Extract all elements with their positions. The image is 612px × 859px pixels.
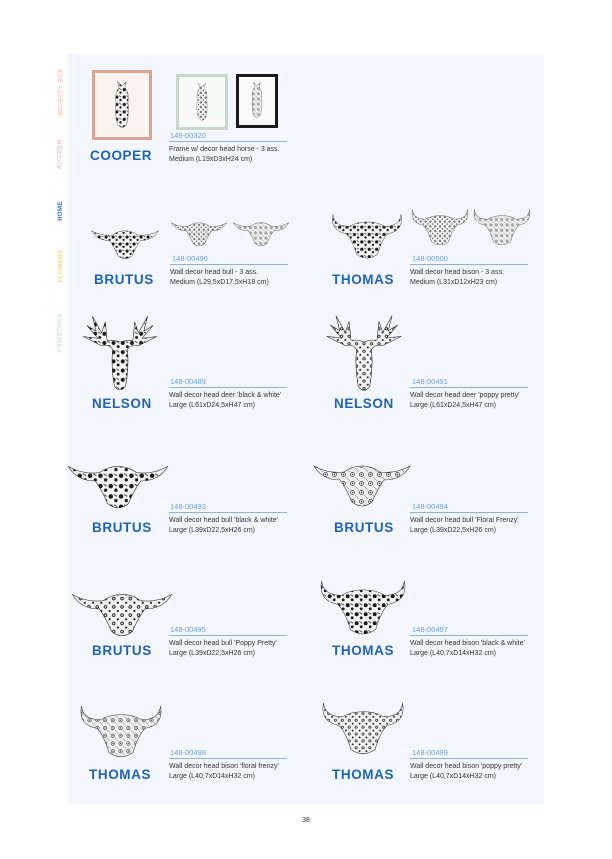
side-tab-christmas[interactable]: CHRISTMAS	[58, 313, 64, 353]
product-code: 148-00498	[170, 748, 206, 757]
product-size: Large (L39xD22,5xH26 cm)	[410, 527, 496, 534]
product-image-brutus-bull-medium-3	[232, 212, 290, 252]
product-image-cooper-frame-pink	[92, 70, 152, 140]
product-size: Large (L39xD22,5xH26 cm)	[169, 527, 255, 534]
product-name: COOPER	[90, 148, 153, 163]
product-image-cooper-frame-white	[176, 74, 228, 130]
product-name: THOMAS	[89, 767, 152, 782]
divider	[169, 635, 287, 636]
divider	[410, 264, 528, 265]
product-size: Medium (L19xD3xH24 cm)	[169, 156, 253, 163]
product-code: 148-00491	[412, 377, 448, 386]
product-name: THOMAS	[332, 643, 395, 658]
divider	[170, 264, 288, 265]
side-tab-home[interactable]: HOME	[58, 201, 65, 221]
product-name: THOMAS	[332, 767, 395, 782]
product-image-cooper-frame-black	[236, 74, 278, 128]
product-code: 148-00320	[170, 131, 206, 140]
divider	[410, 512, 528, 513]
product-description: Wall decor head deer 'poppy pretty'	[410, 392, 520, 399]
product-code: 148-00500	[412, 254, 448, 263]
product-size: Large (L40,7xD14xH32 cm)	[169, 773, 255, 780]
divider	[169, 141, 287, 142]
divider	[169, 512, 287, 513]
product-name: NELSON	[92, 396, 152, 411]
product-name: BRUTUS	[94, 272, 154, 287]
product-description: Wall decor head bull 'black & white'	[169, 517, 279, 524]
product-description: Wall decor head bison - 3 ass.	[410, 269, 504, 276]
side-tab-flowers[interactable]: FLOWERS	[58, 249, 64, 283]
page-number: 38	[302, 817, 310, 824]
product-description: Wall decor head bison 'poppy pretty'	[410, 763, 523, 770]
divider	[410, 758, 528, 759]
product-code: 148-00496	[172, 254, 208, 263]
product-size: Large (L61xD24,5xH47 cm)	[410, 402, 496, 409]
product-size: Large (L39xD22,5xH26 cm)	[169, 650, 255, 657]
divider	[169, 387, 287, 388]
product-description: Wall decor head deer 'black & white'	[169, 392, 282, 399]
catalog-panel	[68, 54, 544, 804]
product-image-brutus-bull-medium-2	[170, 212, 228, 252]
side-tab-kitchen[interactable]: KITCHEN	[58, 139, 64, 169]
product-image-brutus-black-white	[66, 452, 170, 514]
product-size: Medium (L31xD12xH23 cm)	[410, 279, 498, 286]
divider	[169, 758, 287, 759]
product-name: BRUTUS	[92, 643, 152, 658]
product-code: 148-00493	[170, 502, 206, 511]
product-description: Wall decor head bison 'black & white'	[410, 640, 525, 647]
product-image-thomas-bison-medium-2	[410, 204, 470, 250]
divider	[410, 387, 528, 388]
side-tab-novelty-box[interactable]: NOVELTY BOX	[58, 68, 65, 116]
product-image-brutus-bull-medium-1	[90, 218, 160, 266]
product-image-thomas-poppy	[320, 692, 406, 764]
product-name: BRUTUS	[334, 520, 394, 535]
product-size: Medium (L29,5xD17,5xH18 cm)	[170, 279, 269, 286]
product-code: 148-00494	[412, 502, 448, 511]
product-name: THOMAS	[332, 272, 395, 287]
product-description: Wall decor head bull 'Poppy Pretty'	[169, 640, 277, 647]
product-code: 148-00489	[170, 377, 206, 386]
product-image-thomas-floral	[78, 698, 164, 764]
product-image-nelson-deer-black-white	[74, 312, 166, 396]
product-size: Large (L61xD24,5xH47 cm)	[169, 402, 255, 409]
product-image-thomas-black-white	[318, 572, 408, 642]
product-name: NELSON	[334, 396, 394, 411]
product-code: 148-00499	[412, 748, 448, 757]
product-image-thomas-bison-medium-1	[330, 208, 404, 264]
product-description: Wall decor head bull 'Floral Frenzy'	[410, 517, 519, 524]
product-description: Wall decor head bison 'floral frenzy'	[169, 763, 279, 770]
product-size: Large (L40,7xD14xH32 cm)	[410, 650, 496, 657]
product-description: Wall decor head bull - 3 ass.	[170, 269, 259, 276]
product-code: 148-00495	[170, 625, 206, 634]
product-size: Large (L40,7xD14xH32 cm)	[410, 773, 496, 780]
divider	[410, 635, 528, 636]
product-image-brutus-poppy	[70, 580, 174, 642]
product-code: 148-00497	[412, 625, 448, 634]
product-image-nelson-deer-poppy	[316, 312, 412, 396]
product-image-brutus-floral	[312, 452, 412, 512]
product-image-thomas-bison-medium-3	[472, 204, 532, 250]
product-name: BRUTUS	[92, 520, 152, 535]
product-description: Frame w/ decor head horse - 3 ass.	[169, 146, 280, 153]
